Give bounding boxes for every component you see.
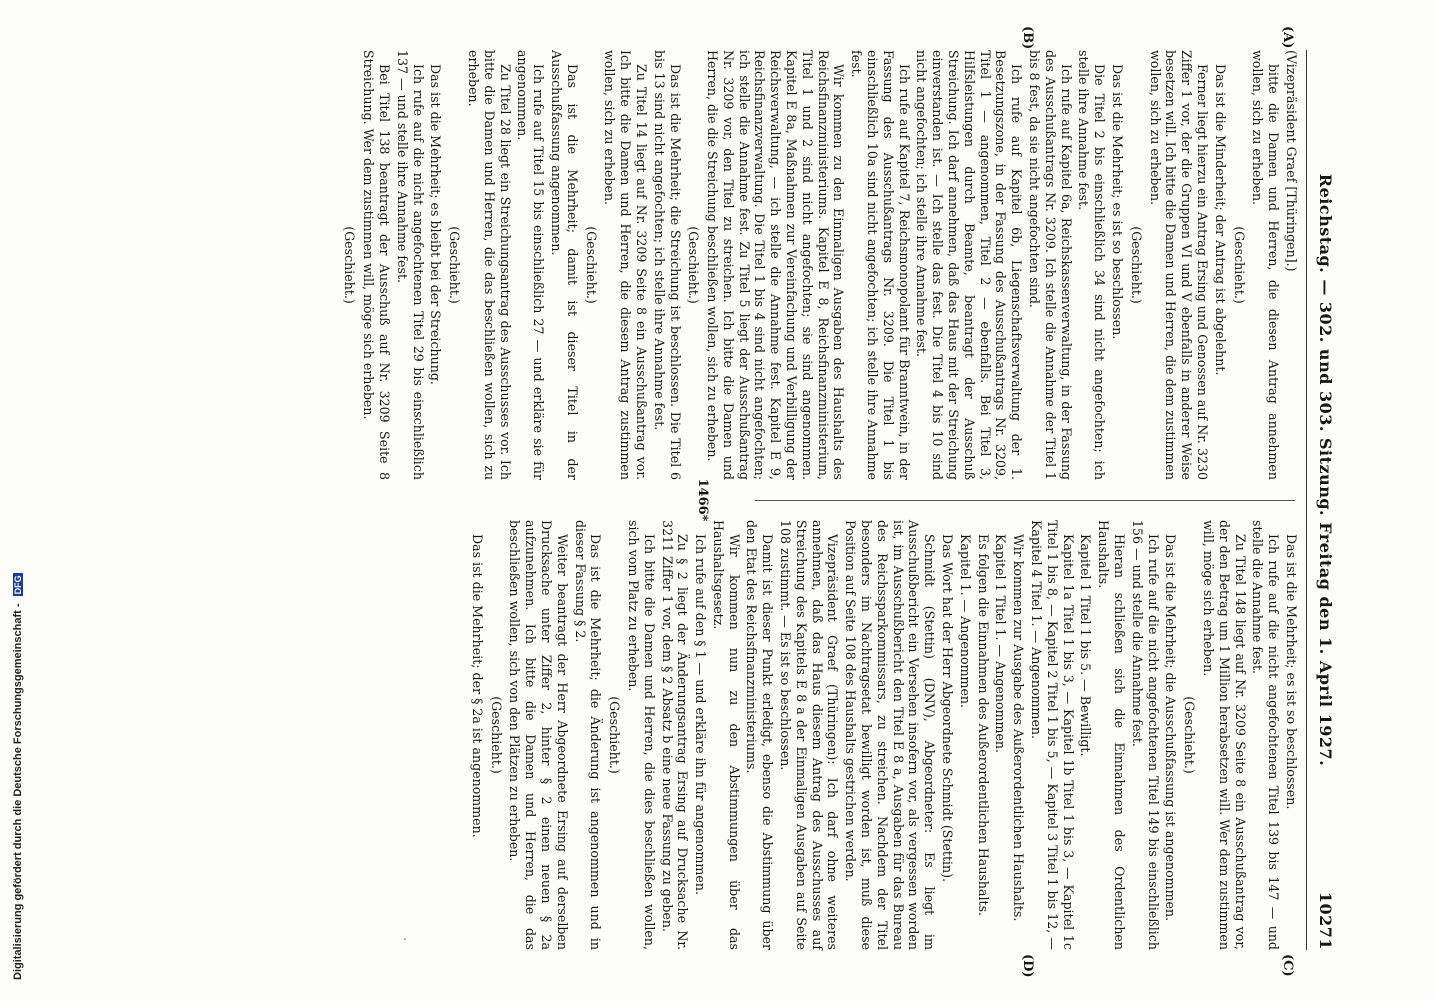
header-title: Reichstag. — 302. und 303. Sitzung. Freitag den 1. April 1927. bbox=[1316, 173, 1335, 767]
left_column-paragraph: Ferner liegt hierzu ein Antrag Ersing und Genossen auf Nr. 3230 Ziffer 1 vor, der die Gruppen VI und V ebenfalls in anderer Weise besetzen will. Ich bitte die Damen und Herren, die dem zustimmen wollen, sich zu erheben. bbox=[1147, 50, 1211, 480]
left_column-paragraph: Zu Titel 14 liegt auf Nr. 3209 Seite 8 ein Ausschußantrag vor. Ich bitte die Damen und Herren, die diesem Antrag zustimmen wollen, sich zu erheben. bbox=[602, 50, 649, 480]
margin-label-c: (C) bbox=[1280, 954, 1295, 977]
left_column-paragraph: Zu Titel 28 liegt ein Streichungsantrag des Ausschusses vor. Ich bitte die Damen und Herren, die das beschließen wollen, sich zu erheben. bbox=[465, 50, 513, 480]
right_column-paragraph: Kapitel 1. — Angenommen. bbox=[957, 534, 973, 709]
left_column-paragraph: (Vizepräsident Graef [Thüringen].) bbox=[1284, 50, 1299, 272]
left_column-paragraph: Das ist die Mehrheit; es bleibt bei der Streichung. bbox=[428, 64, 444, 385]
right_column-paragraph: Ich rufe auf den § 1 — und erkläre ihn für angenommen. bbox=[693, 534, 709, 895]
right_column-paragraph: Weiter beantragt der Herr Abgeordnete Ersing auf derselben Drucksache unter Ziffer 2, hinter § 2 einen neuen § 2a aufzunehmen. Ich bitte die Damen und Herren, die das beschließen wollen, sich von den Plätzen zu erheben. bbox=[507, 520, 570, 950]
left_column-paragraph: Ich rufe auf die nicht angefochtenen Titel 29 bis einschließlich 137 — und stelle ihre Annahme fest. bbox=[394, 50, 426, 480]
right_column-paragraph: (Geschieht.) bbox=[1182, 696, 1198, 774]
left_column-paragraph: Das ist die Mehrheit; damit ist dieser Titel in der Ausschußfassung angenommen. bbox=[548, 50, 580, 480]
right_column-paragraph: Vizepräsident Graef (Thüringen): Ich darf ohne weiteres annehmen, daß das Haus diesem Antrag des Ausschusses auf Streichung des Kapitels E 8 a der Einmaligen Ausgaben auf Seite 108 zustimmt. — Es ist so beschlossen. bbox=[778, 520, 841, 950]
right_column-paragraph: Ich rufe auf die nicht angefochtenen Titel 139 bis 147 — und stelle die Annahme fest. bbox=[1250, 520, 1282, 950]
right_column-paragraph: (Geschieht.) bbox=[607, 696, 623, 774]
left_column-paragraph: Bei Titel 138 beantragt der Ausschuß auf Nr. 3209 Seite 8 Streichung. Wer dem zustimmen will, möge sich erheben. bbox=[361, 50, 392, 480]
left_column-paragraph: Das ist die Mehrheit; es ist so beschlossen. bbox=[1110, 64, 1126, 340]
margin-label-a: (A) bbox=[1280, 26, 1295, 49]
page-header bbox=[1309, 50, 1335, 950]
page-footer: 1466* bbox=[695, 478, 710, 522]
right_column-paragraph: Das ist die Mehrheit; die Änderung ist angenommen und in dieser Fassung § 2. bbox=[572, 520, 604, 950]
right_column-paragraph: Wir kommen zur Ausgabe des Außerordentlichen Haushalts. bbox=[1011, 534, 1027, 922]
right_column-paragraph: Das ist die Mehrheit; es ist so beschlossen. bbox=[1284, 534, 1299, 810]
right_column-paragraph: Damit ist dieser Punkt erledigt, ebenso die Abstimmung über den Etat des Reichsfinanzministeriums. bbox=[744, 520, 776, 950]
right_column-paragraph: Ich rufe auf die nicht angefochtenen Titel 149 bis einschließlich 156 — und stelle die Annahme fest. bbox=[1129, 520, 1161, 950]
right_column-paragraph: Das Wort hat der Herr Abgeordnete Schmidt (Stettin). bbox=[940, 534, 956, 883]
left_column-paragraph: Ich rufe auf Titel 15 bis einschließlich 27 — und erkläre sie für angenommen. bbox=[515, 50, 547, 480]
right_column-paragraph: Zu § 2 liegt der Änderungsantrag Ersing auf Drucksache Nr. 3211 Ziffer 1 vor, dem § 2 Absatz b eine neue Fassung zu geben. bbox=[659, 520, 691, 950]
digitization-note bbox=[12, 0, 24, 980]
right_column-paragraph: Zu Titel 148 liegt auf Nr. 3209 Seite 8 ein Ausschußantrag vor, der den Betrag um 1 Million herabsetzen will. Wer dem zustimmen will, möge sich erheben. bbox=[1201, 520, 1248, 950]
left_column-paragraph: Ich rufe auf Kapitel 6b, Liegenschaftsverwaltung der 1. Besetzungszone, in der Fassung des Ausschußantrags Nr. 3209, Titel 1 — angenommen, Titel 2 — ebenfalls. Bei Titel 3, Hilfsleistungen durch Beamte, beantragt der Ausschuß Streichung. Ich darf annehmen, daß das Haus mit der Streichung einverstanden ist. — Ich stelle das fest. Die Titel 4 bis 10 sind nicht angefochten; ich stelle ihre Annahme fest. bbox=[914, 50, 1025, 480]
right_column-paragraph: Ich bitte die Damen und Herren, die dies beschließen wollen, sich vom Platz zu erheben. bbox=[625, 520, 657, 950]
header-rule bbox=[1306, 50, 1307, 950]
page-number: 10271 bbox=[1316, 891, 1335, 950]
right_column-paragraph: Wir kommen nun zu den Abstimmungen über das Haushaltsgesetz. bbox=[710, 520, 742, 950]
right_column-paragraph: Das ist die Mehrheit; der § 2a ist angenommen. bbox=[469, 534, 485, 838]
left_column-paragraph: bitte die Damen und Herren, die diesen Antrag annehmen wollen, sich zu erheben. bbox=[1250, 50, 1282, 480]
right_column-paragraph: Das ist die Mehrheit; die Ausschußfassung ist angenommen. bbox=[1163, 534, 1179, 922]
right-column bbox=[467, 520, 1299, 950]
right_column-paragraph: Schmidt (Stettin) (DNV), Abgeordneter: Es liegt im Ausschußbericht ein Versehen insofern vor, als vergessen worden ist, im Ausschußbericht den Titel E 8 a, Ausgaben für das Bureau des Reichssparkommissars, zu streichen. Nachdem der Titel besonders im Nachtragsetat bewilligt worden ist, muß diese Position auf Seite 108 des Haushalts gestrichen werden. bbox=[843, 520, 938, 950]
digitization-text: Digitalisierung gefördert durch die Deutsche Forschungsgemeinschaft - bbox=[12, 603, 24, 980]
left_column-paragraph: (Geschieht.) bbox=[1128, 226, 1144, 304]
left_column-paragraph: (Geschieht.) bbox=[447, 226, 463, 304]
margin-label-d: (D) bbox=[1020, 954, 1035, 978]
right_column-paragraph: Hieran schließen sich die Einnahmen des Ordentlichen Haushalts. bbox=[1096, 520, 1128, 950]
rotated-page-content bbox=[115, 26, 1335, 978]
right_column-paragraph: Es folgen die Einnahmen des Außerordentlichen Haushalts. bbox=[975, 534, 991, 917]
left_column-paragraph: Ich rufe auf Kapitel 6a, Reichskassenverwaltung, in der Fassung des Ausschußantrags Nr. 3209. Ich stelle die Annahme der Titel 1 bis 8 fest, da sie nicht angefochten sind. bbox=[1027, 50, 1074, 480]
left_column-paragraph: (Geschieht.) bbox=[342, 226, 358, 304]
right_column-paragraph: Kapitel 1 Titel 1. — Angenommen. bbox=[993, 534, 1009, 754]
right_column-paragraph: Kapitel 1 Titel 1 bis 5. — Bewilligt. bbox=[1078, 534, 1094, 757]
left_column-paragraph: Das ist die Mehrheit; die Streichung ist beschlossen. Die Titel 6 bis 13 sind nicht angefochten; ich stelle ihre Annahme fest. bbox=[651, 50, 683, 480]
dfg-logo: DFG bbox=[13, 575, 23, 595]
right_column-paragraph: Kapitel 1a Titel 1 bis 3, — Kapitel 1b Titel 1 bis 3, — Kapitel 1c Titel 1 bis 8, — Kapitel 2 Titel 1 bis 5, — Kapitel 3 Titel 1 bis 12, — Kapitel 4 Titel 1. — Angenommen. bbox=[1029, 520, 1076, 950]
left_column-paragraph: Wir kommen zu den Einmaligen Ausgaben des Haushalts des Reichsfinanzministeriums. Kapitel E 8, Reichsfinanzministerium, Titel 1 und 2 sind nicht angefochten; sie sind angenommen. Kapitel E 8a, Maßnahmen zur Vereinfachung und Verbilligung der Reichsverwaltung, — ich stelle die Annahme fest. Kapitel E 9, Reichsfinanzverwaltung. Die Titel 1 bis 4 sind nicht angefochten; ich stelle die Annahme fest. Zu Titel 5 liegt der Ausschußantrag Nr. 3209 vor, den Titel zu streichen. Ich bitte die Damen und Herren, die die Streichung beschließen wollen, sich zu erheben. bbox=[705, 50, 847, 480]
left_column-paragraph: Das ist die Minderheit; der Antrag ist abgelehnt. bbox=[1212, 64, 1228, 376]
left_column-paragraph: Die Titel 2 bis einschließlich 34 sind nicht angefochten; ich stelle ihre Annahme fest. bbox=[1076, 50, 1108, 480]
scan-speck bbox=[404, 938, 406, 940]
left_column-paragraph: Ich rufe auf Kapitel 7, Reichsmonopolamt für Branntwein, in der Fassung des Ausschußantrags Nr. 3209. Die Titel 1 bis einschließlich 10a sind nicht angefochten; ich stelle ihre Annahme fest. bbox=[849, 50, 912, 480]
margin-label-b: (B) bbox=[1020, 26, 1035, 50]
left_column-paragraph: (Geschieht.) bbox=[686, 226, 702, 304]
right_column-paragraph: (Geschieht.) bbox=[488, 696, 504, 774]
left_column-paragraph: (Geschieht.) bbox=[583, 226, 599, 304]
column-divider bbox=[755, 500, 1295, 501]
left-column bbox=[339, 50, 1299, 480]
left_column-paragraph: (Geschieht.) bbox=[1231, 226, 1247, 304]
